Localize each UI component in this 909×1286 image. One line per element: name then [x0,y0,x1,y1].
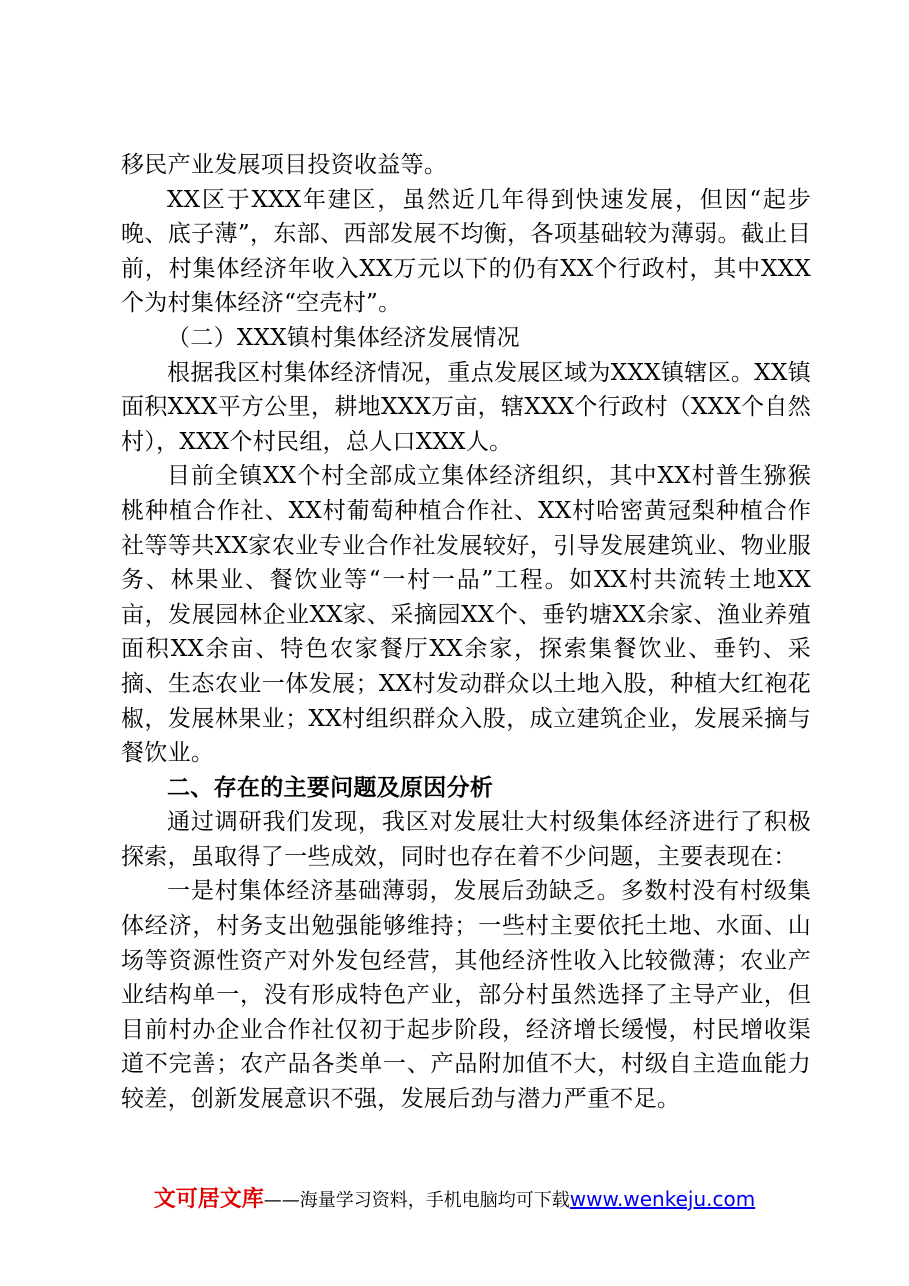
footer-brand: 文可居文库 [153,1187,264,1212]
paragraph-town-overview: 根据我区村集体经济情况，重点发展区域为XXX镇辖区。XX镇面积XXX平方公里，耕地XXX万亩，辖XXX个行政村（XXX个自然村），XXX个村民组，总人口XXX人。 [121,359,811,455]
footer-slogan: ——海量学习资料，手机电脑均可下载 [263,1190,570,1211]
section-heading-problems: 二、存在的主要问题及原因分析 [167,774,494,801]
paragraph-continuation: 移民产业发展项目投资收益等。 [121,152,448,178]
paragraph-district-overview: XX区于XXX年建区，虽然近几年得到快速发展，但因“起步晚、底子薄”，东部、西部发展不均衡，各项基础较为薄弱。截止目前，村集体经济年收入XX万元以下的仍有XX个行政村，其中XXX个为村集体经济“空壳村”。 [121,186,811,317]
paragraph-findings: 通过调研我们发现，我区对发展壮大村级集体经济进行了积极探索，虽取得了一些成效，同时也存在着不少问题，主要表现在： [121,809,811,870]
section-subheading-town: （二）XXX镇村集体经济发展情况 [167,324,520,351]
paragraph-cooperatives: 目前全镇XX个村全部成立集体经济组织，其中XX村普生猕猴桃种植合作社、XX村葡萄种植合作社、XX村哈密黄冠梨种植合作社等等共XX家农业专业合作社发展较好，引导发展建筑业、物业服务、林果业、餐饮业等“一村一品”工程。如XX村共流转土地XX亩，发展园林企业XX家、采摘园XX个、垂钓塘XX余家、渔业养殖面积XX余亩、特色农家餐厅XX余家，探索集餐饮业、垂钓、采摘、生态农业一体发展；XX村发动群众以土地入股，种植大红袍花椒，发展林果业；XX村组织群众入股，成立建筑企业，发展采摘与餐饮业。 [121,463,811,767]
document-body [121,148,811,1117]
footer-banner [0,1182,909,1213]
footer-website-link[interactable]: www.wenkeju.com [569,1187,756,1211]
paragraph-problem-one: 一是村集体经济基础薄弱，发展后劲缺乏。多数村没有村级集体经济，村务支出勉强能够维持；一些村主要依托土地、水面、山场等资源性资产对外发包经营，其他经济性收入比较微薄；农业产业结构单一，没有形成特色产业，部分村虽然选择了主导产业，但目前村办企业合作社仅初于起步阶段，经济增长缓慢，村民增收渠道不完善；农产品各类单一、产品附加值不大，村级自主造血能力较差，创新发展意识不强，发展后劲与潜力严重不足。 [121,878,811,1113]
